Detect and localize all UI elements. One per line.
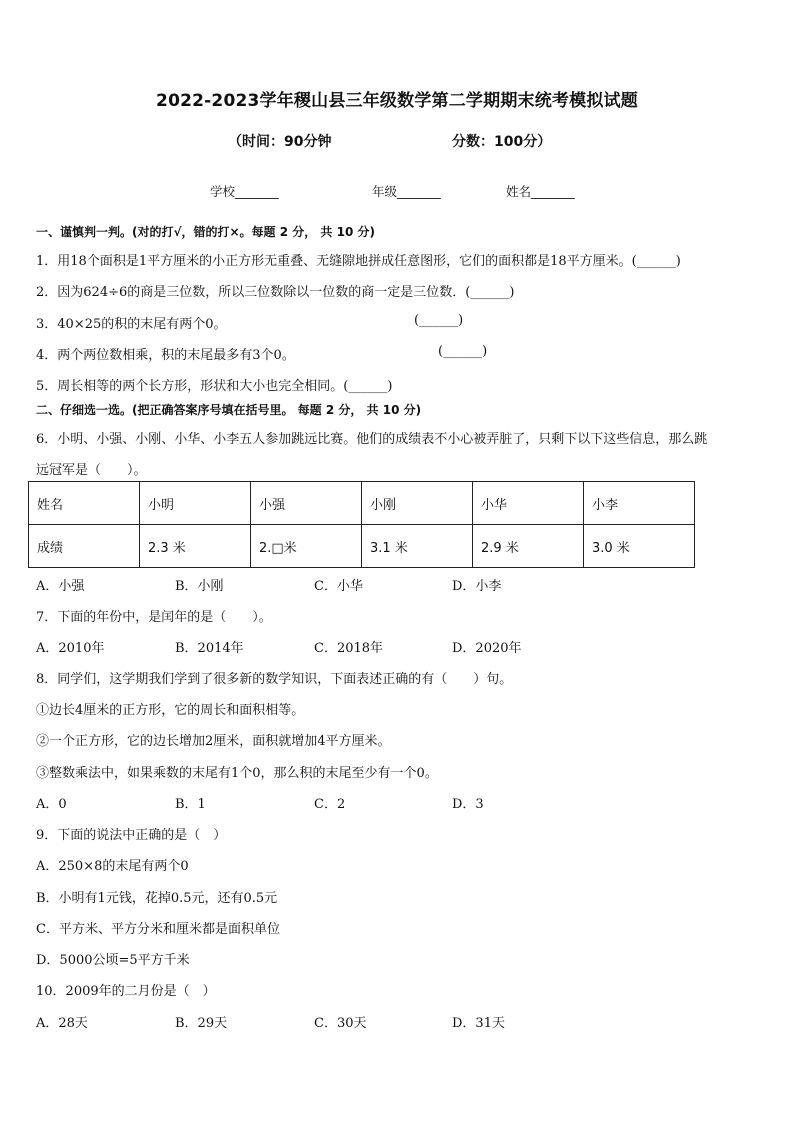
q6-option-a: A．小强 — [36, 579, 85, 594]
section2-heading: 二、仔细选一选。(把正确答案序号填在括号里。 每题 2 分， 共 10 分) — [36, 403, 422, 417]
table-cell: 2.□米 — [251, 525, 362, 568]
question-10: 10．2009年的二月份是（ ） — [36, 984, 216, 999]
question-7: 7．下面的年份中，是闰年的是（ ）。 — [36, 610, 272, 625]
question-5: 5．周长相等的两个长方形，形状和大小也完全相同。(______) — [36, 379, 393, 394]
table-cell: 小华 — [473, 482, 584, 525]
table-cell: 3.0 米 — [584, 525, 695, 568]
q6-option-b: B．小刚 — [175, 579, 224, 594]
q8-option-c: C．2 — [314, 797, 346, 812]
q10-option-d: D．31天 — [452, 1016, 505, 1031]
exam-title: 2022-2023学年稷山县三年级数学第二学期期末统考模拟试题 — [156, 91, 638, 111]
table-row — [29, 525, 695, 568]
table-cell: 小强 — [251, 482, 362, 525]
table-cell: 小李 — [584, 482, 695, 525]
q9-option-b: B．小明有1元钱，花掉0.5元，还有0.5元 — [36, 891, 278, 906]
q10-option-c: C．30天 — [314, 1016, 367, 1031]
q7-option-d: D．2020年 — [452, 641, 522, 656]
q8-option-a: A．0 — [36, 797, 67, 812]
table-cell: 成绩 — [29, 525, 140, 568]
q9-option-c: C．平方米、平方分米和厘米都是面积单位 — [36, 922, 280, 937]
q8-option-d: D．3 — [452, 797, 484, 812]
question-4-blank: (______) — [438, 344, 488, 359]
q6-option-c: C．小华 — [314, 579, 363, 594]
question-4: 4．两个两位数相乘，积的末尾最多有3个0。 — [36, 348, 295, 363]
q6-option-d: D．小李 — [452, 579, 502, 594]
question-8: 8．同学们，这学期我们学到了很多新的数学知识，下面表述正确的有（ ）句。 — [36, 672, 513, 687]
question-3-blank: (______) — [414, 313, 464, 328]
question-2: 2．因为624÷6的商是三位数，所以三位数除以一位数的商一定是三位数．(______) — [36, 285, 515, 300]
table-row — [29, 482, 695, 525]
question-6: 6．小明、小强、小刚、小华、小李五人参加跳远比赛。他们的成绩表不小心被弄脏了，只剩下以下这些信息，那么跳 — [36, 432, 708, 447]
table-cell: 小刚 — [362, 482, 473, 525]
score-table — [28, 481, 695, 568]
q9-option-a: A．250×8的末尾有两个0 — [36, 859, 189, 874]
exam-time: （时间：90分钟 — [228, 134, 332, 150]
q8-statement-3: ③整数乘法中，如果乘数的末尾有1个0，那么积的末尾至少有一个0。 — [36, 766, 438, 781]
q9-option-d: D．5000公顷=5平方千米 — [36, 953, 190, 968]
section1-heading: 一、谨慎判一判。(对的打√，错的打×。每题 2 分， 共 10 分) — [36, 225, 375, 239]
exam-score: 分数：100分） — [452, 134, 552, 150]
q7-option-c: C．2018年 — [314, 641, 384, 656]
question-6-cont: 远冠军是（ ）。 — [36, 463, 147, 478]
question-3: 3．40×25的积的末尾有两个0。 — [36, 317, 227, 332]
q7-option-b: B．2014年 — [175, 641, 244, 656]
table-cell: 3.1 米 — [362, 525, 473, 568]
q8-statement-1: ①边长4厘米的正方形，它的周长和面积相等。 — [36, 703, 305, 718]
table-cell: 2.9 米 — [473, 525, 584, 568]
q10-option-a: A．28天 — [36, 1016, 88, 1031]
q8-option-b: B．1 — [175, 797, 206, 812]
table-cell: 2.3 米 — [140, 525, 251, 568]
table-cell: 小明 — [140, 482, 251, 525]
table-cell: 姓名 — [29, 482, 140, 525]
grade-field: 年级_______ — [372, 184, 441, 199]
school-field: 学校_______ — [210, 184, 279, 199]
name-field: 姓名_______ — [506, 184, 575, 199]
q7-option-a: A．2010年 — [36, 641, 105, 656]
question-1: 1．用18个面积是1平方厘米的小正方形无重叠、无缝隙地拼成任意图形，它们的面积都是18平方厘米。(______) — [36, 254, 681, 269]
q8-statement-2: ②一个正方形，它的边长增加2厘米，面积就增加4平方厘米。 — [36, 734, 391, 749]
question-9: 9．下面的说法中正确的是（ ） — [36, 828, 227, 843]
q10-option-b: B．29天 — [175, 1016, 228, 1031]
